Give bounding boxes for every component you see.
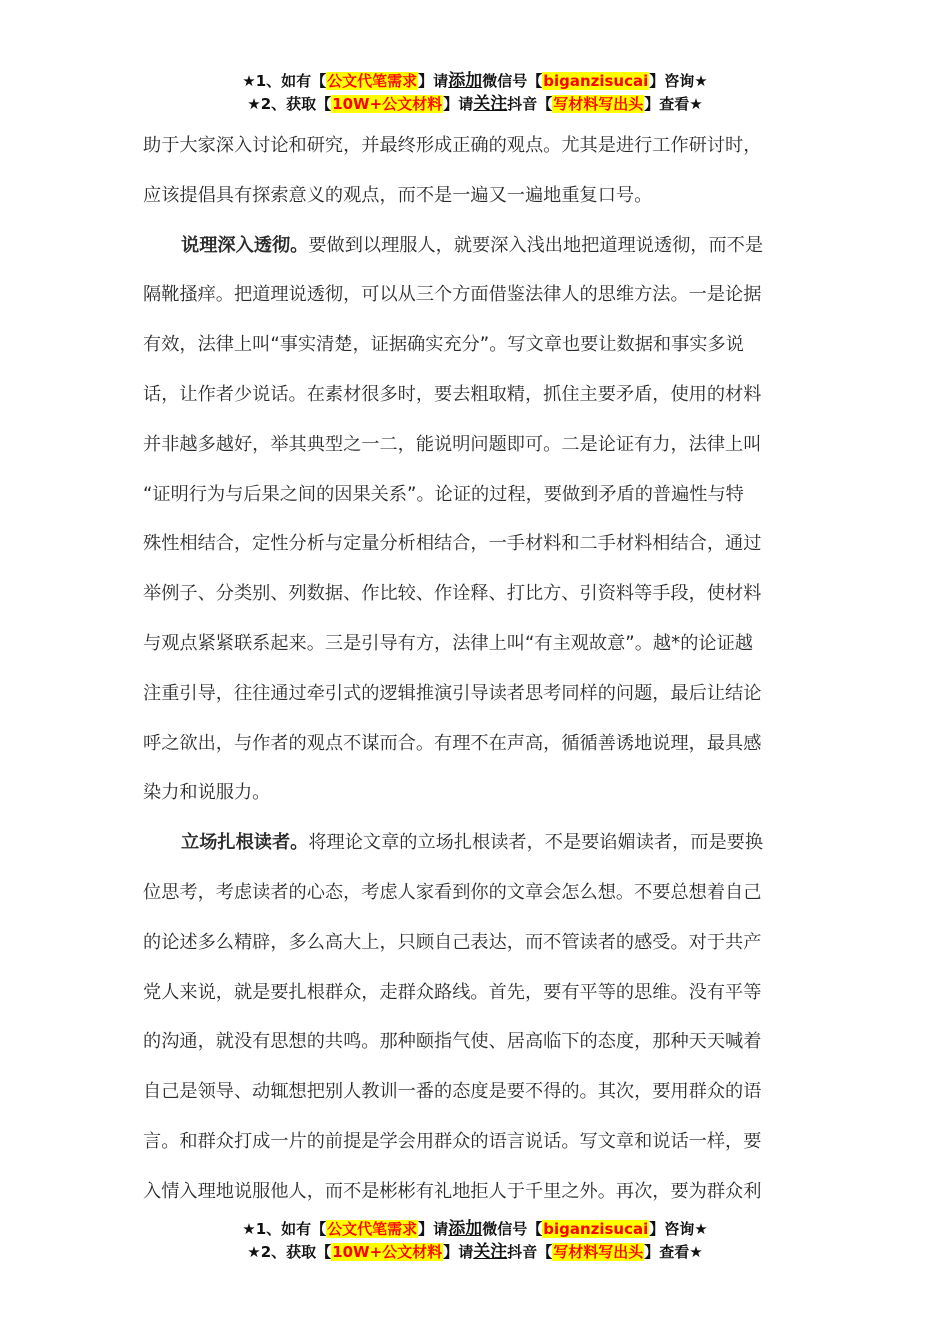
promo-text: ★2、获取【 [247,1243,332,1261]
promo-text: 抖音【 [507,1243,553,1261]
text-line: 应该提倡具有探索意义的观点，而不是一遍又一遍地重复口号。 [143,184,653,206]
promo-text: 】咨询★ [649,1220,708,1238]
highlight-text: 写材料写出头 [553,95,644,113]
underlined-text: 添加 [448,71,483,91]
promo-line-2 [0,1241,950,1264]
promo-text: 】请 [418,1220,449,1238]
promo-text: 微信号【 [482,72,543,90]
promo-text: 】请 [443,95,474,113]
promo-text: 】请 [418,72,449,90]
text-line: 自己是领导、动辄想把别人教训一番的态度是要不得的。其次，要用群众的语 [143,1081,762,1103]
paragraph-start-line [143,818,811,868]
text-line: 殊性相结合，定性分析与定量分析相结合，一手材料和二手材料相结合，通过 [143,533,762,555]
promo-text: 】咨询★ [649,72,708,90]
text-line: 入情入理地说服他人，而不是彬彬有礼地拒人于千里之外。再次，要为群众利 [143,1180,762,1202]
text-line: 有效，法律上叫“事实清楚，证据确实充分”。写文章也要让数据和事实多说 [143,334,744,356]
promo-line-1 [0,1218,950,1241]
text-line: 位思考，考虑读者的心态，考虑人家看到你的文章会怎么想。不要总想着自己 [143,881,762,903]
text-line: 隔靴搔痒。把道理说透彻，可以从三个方面借鉴法律人的思维方法。一是论据 [143,284,762,306]
promo-text: ★1、如有【 [242,1220,327,1238]
underlined-text: 关注 [473,94,508,114]
text-line: 与观点紧紧联系起来。三是引导有方，法律上叫“有主观故意”。越*的论证越 [143,632,753,654]
text-line: 话，让作者少说话。在素材很多时，要去粗取精，抓住主要矛盾，使用的材料 [143,383,762,405]
highlight-text: biganzisucai [543,1220,649,1238]
text-line: 注重引导，往往通过牵引式的逻辑推演引导读者思考同样的问题，最后让结论 [143,682,762,704]
promo-banner-top [0,70,950,116]
highlight-text: 公文代笔需求 [327,1220,418,1238]
promo-text: 】查看★ [644,95,703,113]
promo-text: 抖音【 [507,95,553,113]
promo-text: 微信号【 [482,1220,543,1238]
text-line: 举例子、分类别、列数据、作比较、作诠释、打比方、引资料等手段，使材料 [143,583,762,605]
promo-line-1 [0,70,950,93]
paragraph-heading: 立场扎根读者。 [181,832,309,854]
highlight-text: 10W+公文材料 [332,1243,443,1261]
highlight-text: 写材料写出头 [553,1243,644,1261]
highlight-text: 10W+公文材料 [332,95,443,113]
paragraph-heading: 说理深入透彻。 [181,234,309,256]
text-line: 并非越多越好，举其典型之一二，能说明问题即可。二是论证有力，法律上叫 [143,433,762,455]
promo-line-2 [0,93,950,116]
paragraph-start-line [143,221,811,271]
promo-text: 】请 [443,1243,474,1261]
promo-text: ★1、如有【 [242,72,327,90]
text-line: 助于大家深入讨论和研究，并最终形成正确的观点。尤其是进行工作研讨时， [143,135,762,156]
text-span: 将理论文章的立场扎根读者，不是要谄媚读者，而是要换 [308,832,764,854]
text-line: “证明行为与后果之间的因果关系”。论证的过程，要做到矛盾的普遍性与特 [143,483,744,505]
promo-text: 】查看★ [644,1243,703,1261]
text-line: 的沟通，就没有思想的共鸣。那种颐指气使、居高临下的态度，那种天天喊着 [143,1031,762,1053]
text-line: 染力和说服力。 [143,782,271,804]
highlight-text: 公文代笔需求 [327,72,418,90]
text-line: 的论述多么精辟，多么高大上，只顾自己表达，而不管读者的感受。对于共产 [143,931,762,953]
promo-text: ★2、获取【 [247,95,332,113]
text-span: 要做到以理服人，就要深入浅出地把道理说透彻，而不是 [308,234,764,256]
highlight-text: biganzisucai [543,72,649,90]
text-line: 呼之欲出，与作者的观点不谋而合。有理不在声高，循循善诱地说理，最具感 [143,732,762,754]
underlined-text: 关注 [473,1242,508,1262]
text-line: 言。和群众打成一片的前提是学会用群众的语言说话。写文章和说话一样，要 [143,1130,762,1152]
promo-banner-bottom [0,1218,950,1264]
body-text [143,121,811,1217]
text-line: 党人来说，就是要扎根群众，走群众路线。首先，要有平等的思维。没有平等 [143,981,762,1003]
underlined-text: 添加 [448,1219,483,1239]
